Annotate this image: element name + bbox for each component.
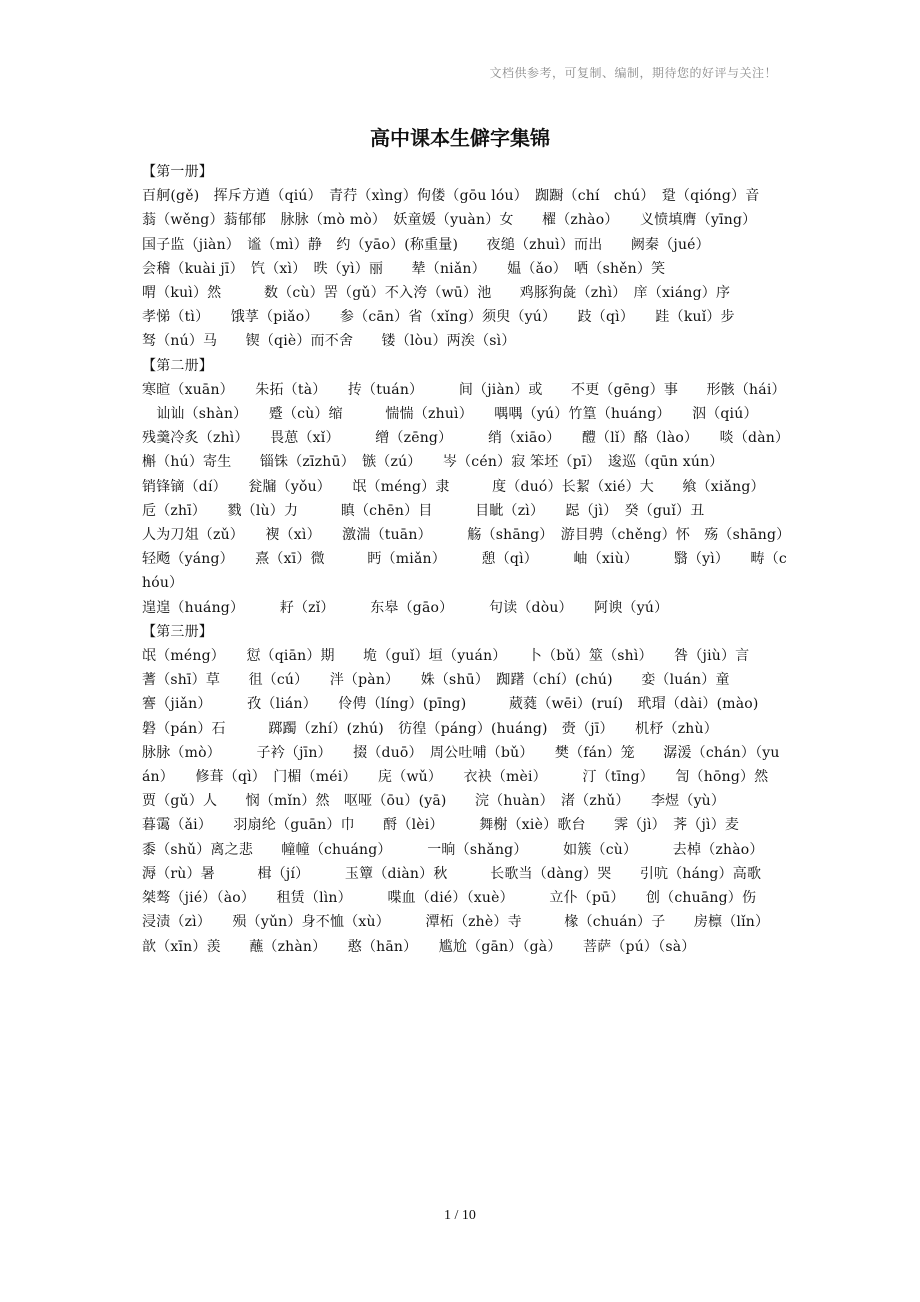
text-line: 黍（shǔ）离之悲 幢幢（chuáng） 一晌（shǎng） 如簇（cù） 去棹（zhào） (142, 841, 764, 858)
document-body (142, 160, 797, 959)
text-line: 讪讪（shàn） 蹙（cù）缩 惴惴（zhuì） 喁喁（yú）竹篁（huáng） 泅（qiú） (142, 406, 758, 423)
text-line: 蓍（shī）草 徂（cú） 泮（pàn） 姝（shū） 踟躇（chí）(chú) 娈（luán）童 (142, 672, 730, 689)
text-line: 遑遑（huáng） 耔（zǐ） 东皋（gāo） 句读（dòu） 阿谀（yú） (142, 599, 669, 616)
text-line: 寒暄（xuān） 朱拓（tà） 抟（tuán） 间（jiàn）或 不更（gēng）事 形骸（hái） (142, 381, 786, 398)
text-line: 残羹冷炙（zhì） 畏葸（xǐ） 缯（zēng） 绡（xiāo） 醴（lǐ）酪（lào） 啖（dàn） 槲（hú）寄生 锱铢（zīzhū） 镞（zú） 岑（cén）寂 笨坯（pī） 逡巡（qūn xún） (142, 430, 797, 471)
page-title: 高中课本生僻字集锦 (370, 126, 550, 150)
text-line: 孝悌（tì） 饿莩（piǎo） 参（cān）省（xǐng）须臾（yú） 跂（qì） 跬（kuǐ）步 (142, 309, 735, 326)
text-line: 暮霭（ǎi） 羽扇纶（guān）巾 酹（lèi） 舞榭（xiè）歌台 霁（jì） 荠（jì）麦 (142, 817, 740, 834)
text-line: 氓（méng） 愆（qiān）期 垝（guǐ）垣（yuán） 卜（bǔ）筮（shì） 咎（jiù）言 (142, 648, 750, 665)
volume-heading-3: 【第三册】 (142, 623, 213, 640)
text-line: 桀骜（jié）（ào） 租赁（lìn） 喋血（dié）（xuè） 立仆（pū） 创（chuāng）伤 (142, 890, 757, 907)
text-line: 歆（xīn）羡 蘸（zhàn） 憨（hān） 尴尬（gān）（gà） 菩萨（pú）（sà） (142, 938, 696, 955)
text-line: 会稽（kuài jī） 饩（xì） 昳（yì）丽 辇（niǎn） 媪（ǎo） 哂（shěn）笑 (142, 260, 666, 277)
text-line: 轻飏（yáng） 熹（xī）微 眄（miǎn） 憩（qì） 岫（xiù） 翳（yì） 畴（chóu） (142, 551, 787, 592)
text-line: 溽（rù）暑 楫（jí） 玉簟（diàn）秋 长歌当（dàng）哭 引吭（háng）高歌 (142, 865, 762, 882)
volume-heading-2: 【第二册】 (142, 357, 213, 374)
text-line: 贾（gǔ）人 悯（mǐn）然 呕哑（ōu）(yā) 浣（huàn） 渚（zhǔ） 李煜（yù） (142, 793, 726, 810)
text-line: 百舸(gě) 挥斥方遒（qiú） 青荇（xìng）佝偻（gōu lóu） 踟蹰（chí chú） 跫（qióng）音 蓊（wěng）蓊郁郁 脉脉（mò mò） 妖童媛（yuàn）女 櫂（zhào） 义愤填膺（yīng） (142, 188, 788, 229)
text-line: 喟（kuì）然 数（cù）罟（gǔ）不入洿（wū）池 鸡豚狗彘（zhì） 庠（xiáng）序 (142, 285, 731, 302)
text-line: 謇（jiǎn） 孜（lián） 伶俜（líng）(pīng) 葳蕤（wēi）(ruí) 玳瑁（dài）(mào) 磐（pán）石 踯躅（zhí）(zhú) 彷徨（páng）(huáng) 赍（jī） 机杼（zhù） (142, 696, 787, 737)
text-line: 人为刀俎（zǔ） 褉（xì） 激湍（tuān） 觞（shāng） 游目骋（chěng）怀 殇（shāng） (142, 527, 791, 544)
page-number: 1 / 10 (444, 1208, 476, 1223)
watermark-text: 文档供参考，可复制、编制，期待您的好评与关注！ (489, 66, 777, 80)
text-line: 卮（zhī） 戮（lù）力 瞋（chēn）目 目眦（zì） 跽（jì） 癸（guǐ）丑 (142, 502, 705, 519)
text-line: 浸渍（zì） 殒（yǔn）身不恤（xù） 潭柘（zhè）寺 椽（chuán）子 房檩（lǐn） (142, 914, 770, 931)
text-line: 驽（nú）马 锲（qiè）而不舍 镂（lòu）两涘（sì） (142, 333, 516, 350)
volume-heading-1: 【第一册】 (142, 164, 213, 180)
text-line: 国子监（jiàn） 谧（mì）静 约（yāo）(称重量) 夜缒（zhuì）而出 阙秦（jué） (142, 236, 710, 253)
text-line: 脉脉（mò） 子衿（jīn） 掇（duō） 周公吐哺（bǔ） 樊（fán）笼 潺湲（chán）（yuán） 修葺（qì） 门楣（méi） 庑（wǔ） 衣袂（mèi） 汀（tīng） 訇（hōng）然 (142, 744, 780, 786)
text-line: 销锋镝（dí） 瓮牖（yǒu） 氓（méng）隶 度（duó）长絜（xié）大 飨（xiǎng） (142, 478, 765, 495)
